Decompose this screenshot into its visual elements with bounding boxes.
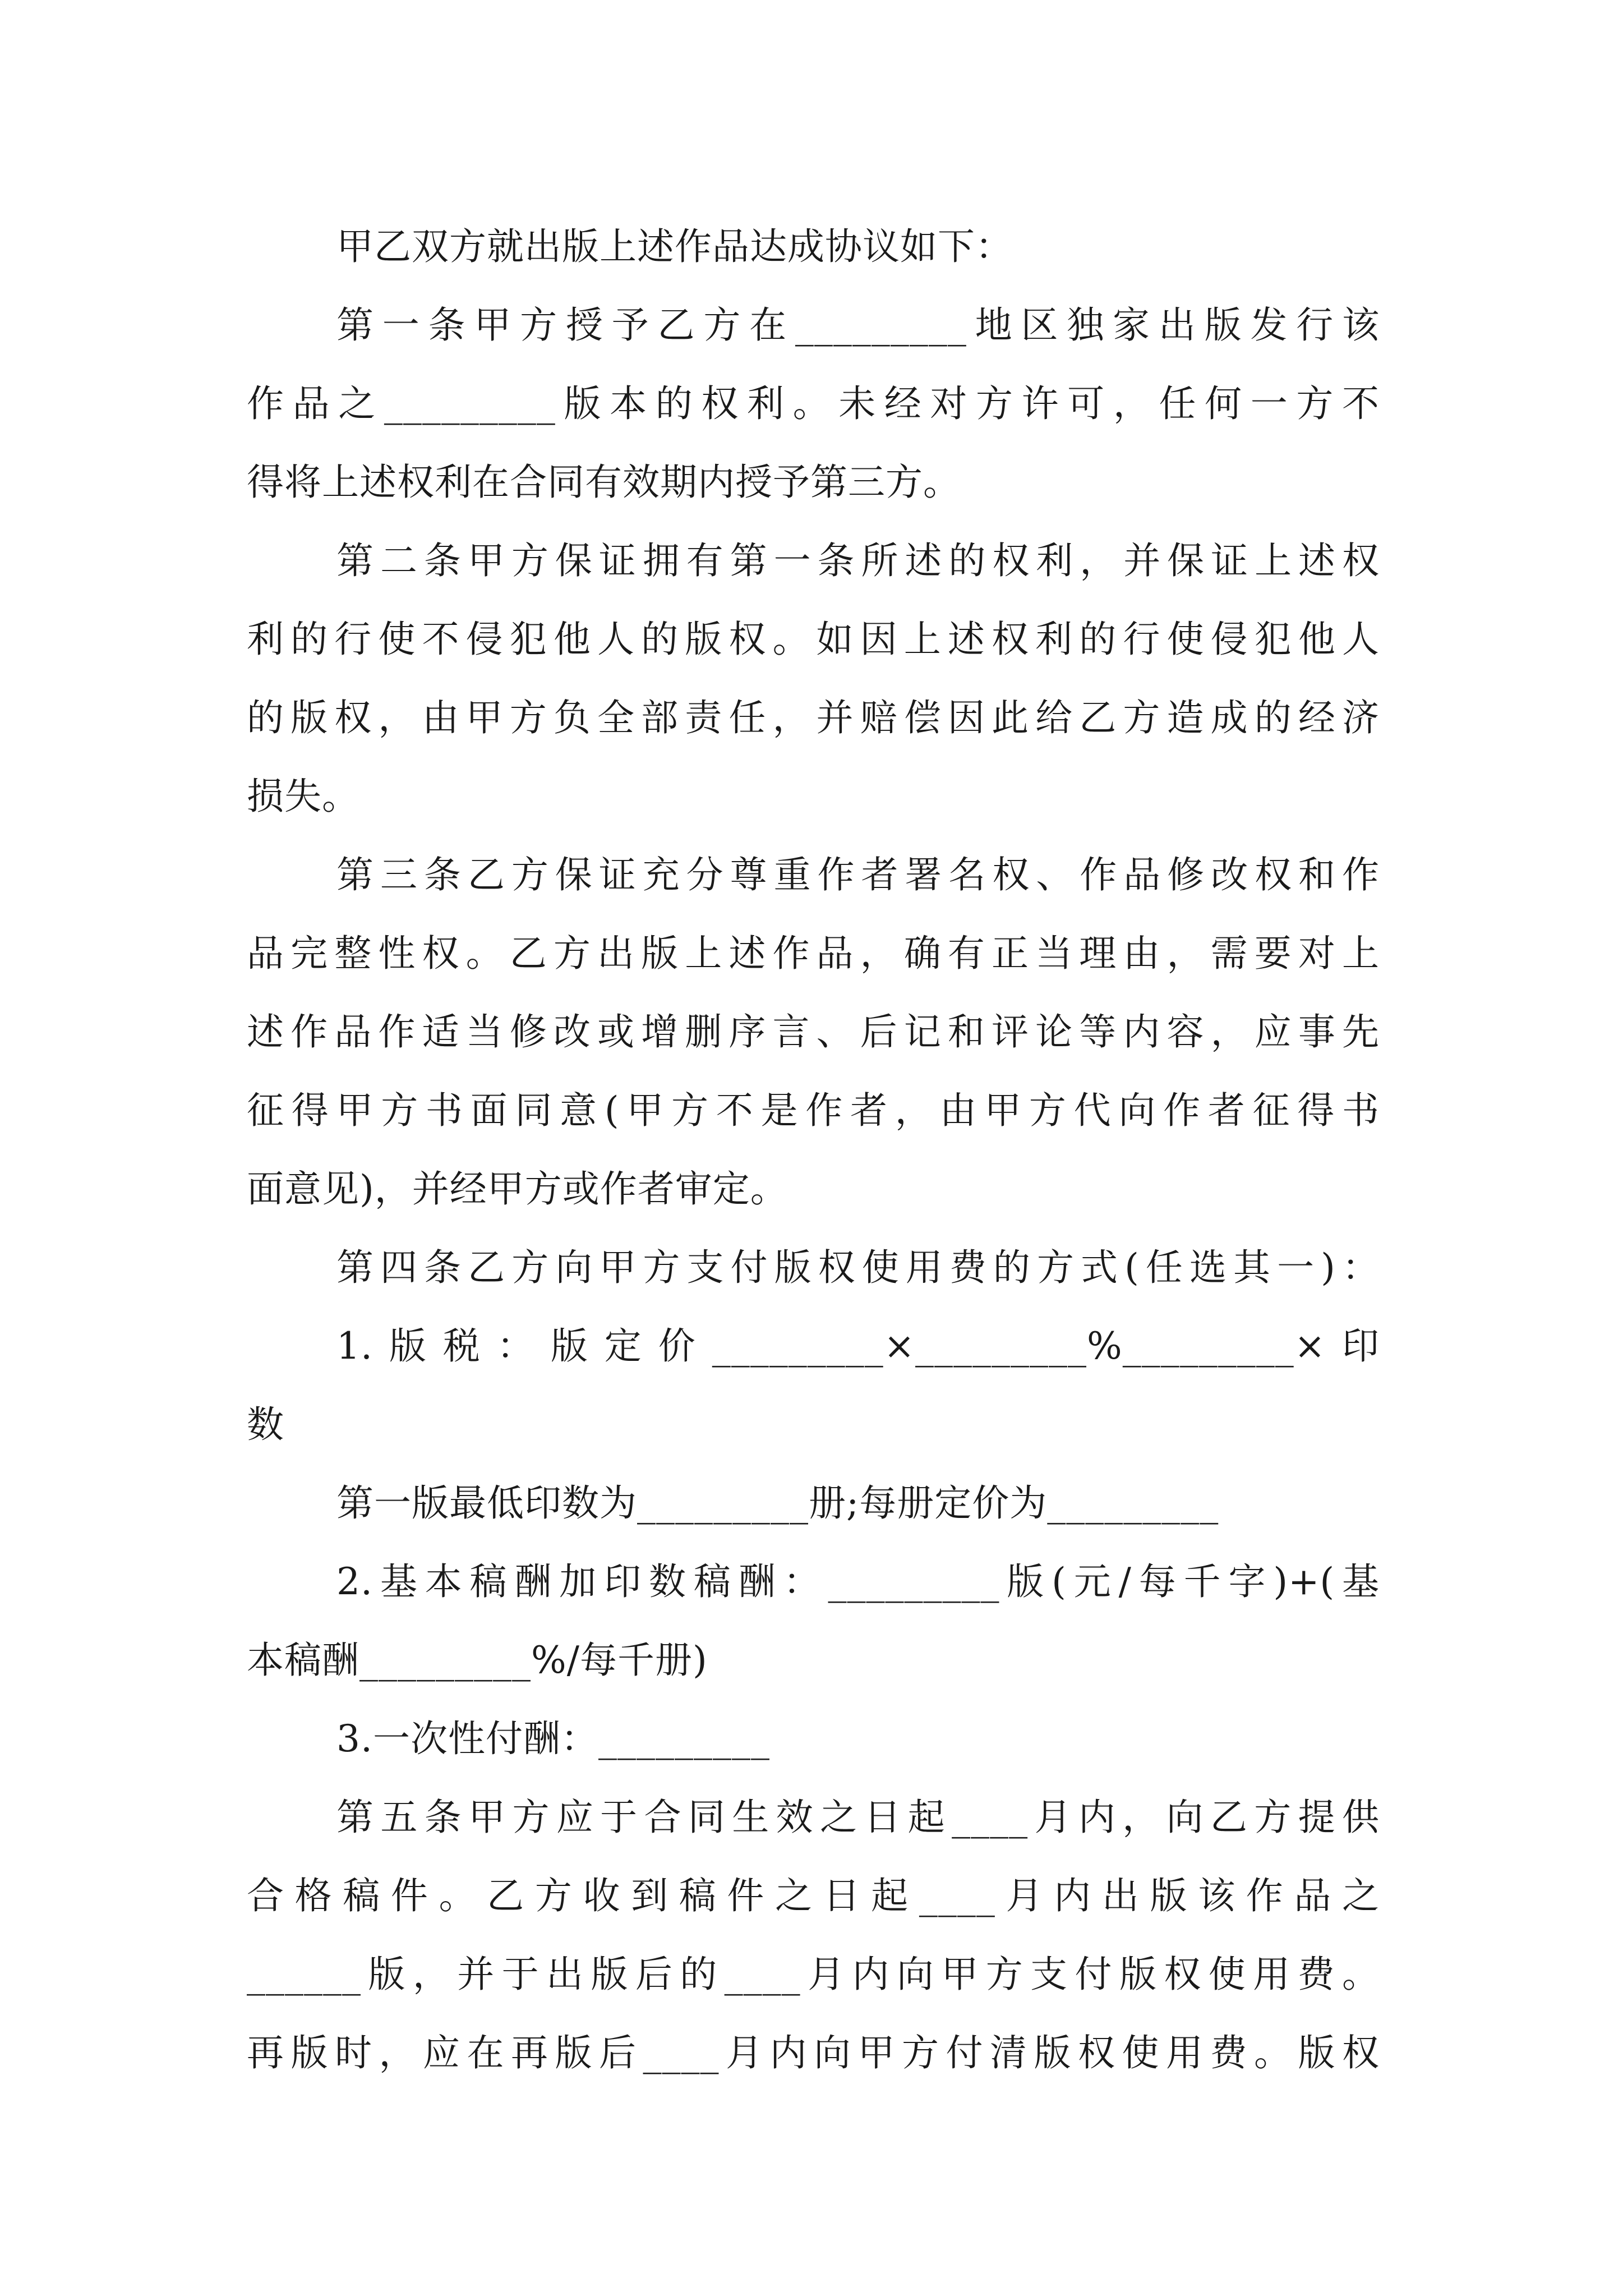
clause-2-line-3: 的版权，由甲方负全部责任，并赔偿因此给乙方造成的经济 bbox=[247, 696, 1380, 739]
clause-3-line-2: 品完整性权。乙方出版上述作品，确有正当理由，需要对上 bbox=[247, 932, 1380, 975]
document-body bbox=[247, 208, 1380, 2092]
clause-5-line-1: 第五条甲方应于合同生效之日起____月内，向乙方提供 bbox=[336, 1796, 1380, 1839]
clause-4-option-2-line-2: 本稿酬_________%/每千册) bbox=[247, 1639, 708, 1682]
clause-4-first-print-line: 第一版最低印数为_________册;每册定价为_________ bbox=[336, 1481, 1219, 1525]
clause-5-line-4: 再版时，应在再版后____月内向甲方付清版权使用费。版权 bbox=[247, 2031, 1380, 2074]
clause-2-line-1: 第二条甲方保证拥有第一条所述的权利，并保证上述权 bbox=[336, 539, 1380, 582]
clause-2-line-2: 利的行使不侵犯他人的版权。如因上述权利的行使侵犯他人 bbox=[247, 618, 1380, 661]
clause-1-line-2: 作品之_________版本的权利。未经对方许可，任何一方不 bbox=[247, 382, 1380, 425]
clause-3-line-1: 第三条乙方保证充分尊重作者署名权、作品修改权和作 bbox=[336, 853, 1380, 896]
clause-2-line-4: 损失。 bbox=[247, 775, 359, 818]
intro-line: 甲乙双方就出版上述作品达成协议如下： bbox=[336, 225, 1013, 268]
clause-3-line-3: 述作品作适当修改或增删序言、后记和评论等内容，应事先 bbox=[247, 1010, 1380, 1053]
clause-3-line-4: 征得甲方书面同意(甲方不是作者，由甲方代向作者征得书 bbox=[247, 1089, 1380, 1132]
clause-5-line-3: ______版，并于出版后的____月内向甲方支付版权使用费。 bbox=[247, 1953, 1380, 1996]
clause-4-option-2-line-1: 2.基本稿酬加印数稿酬：_________版(元/每千字)+(基 bbox=[336, 1560, 1380, 1603]
clause-4-option-1-line-2: 数 bbox=[247, 1403, 284, 1446]
clause-4-line-1: 第四条乙方向甲方支付版权使用费的方式(任选其一)： bbox=[336, 1246, 1380, 1289]
clause-1-line-1: 第一条甲方授予乙方在_________地区独家出版发行该 bbox=[336, 303, 1380, 347]
clause-5-line-2: 合格稿件。乙方收到稿件之日起____月内出版该作品之 bbox=[247, 1874, 1380, 1917]
clause-4-option-1-line-1: 1.版税：版定价_________×_________%_________×印 bbox=[336, 1324, 1380, 1368]
clause-4-option-3-line: 3.一次性付酬：_________ bbox=[336, 1717, 770, 1760]
clause-1-line-3: 得将上述权利在合同有效期内授予第三方。 bbox=[247, 461, 961, 504]
clause-3-line-5: 面意见)，并经甲方或作者审定。 bbox=[247, 1167, 788, 1211]
